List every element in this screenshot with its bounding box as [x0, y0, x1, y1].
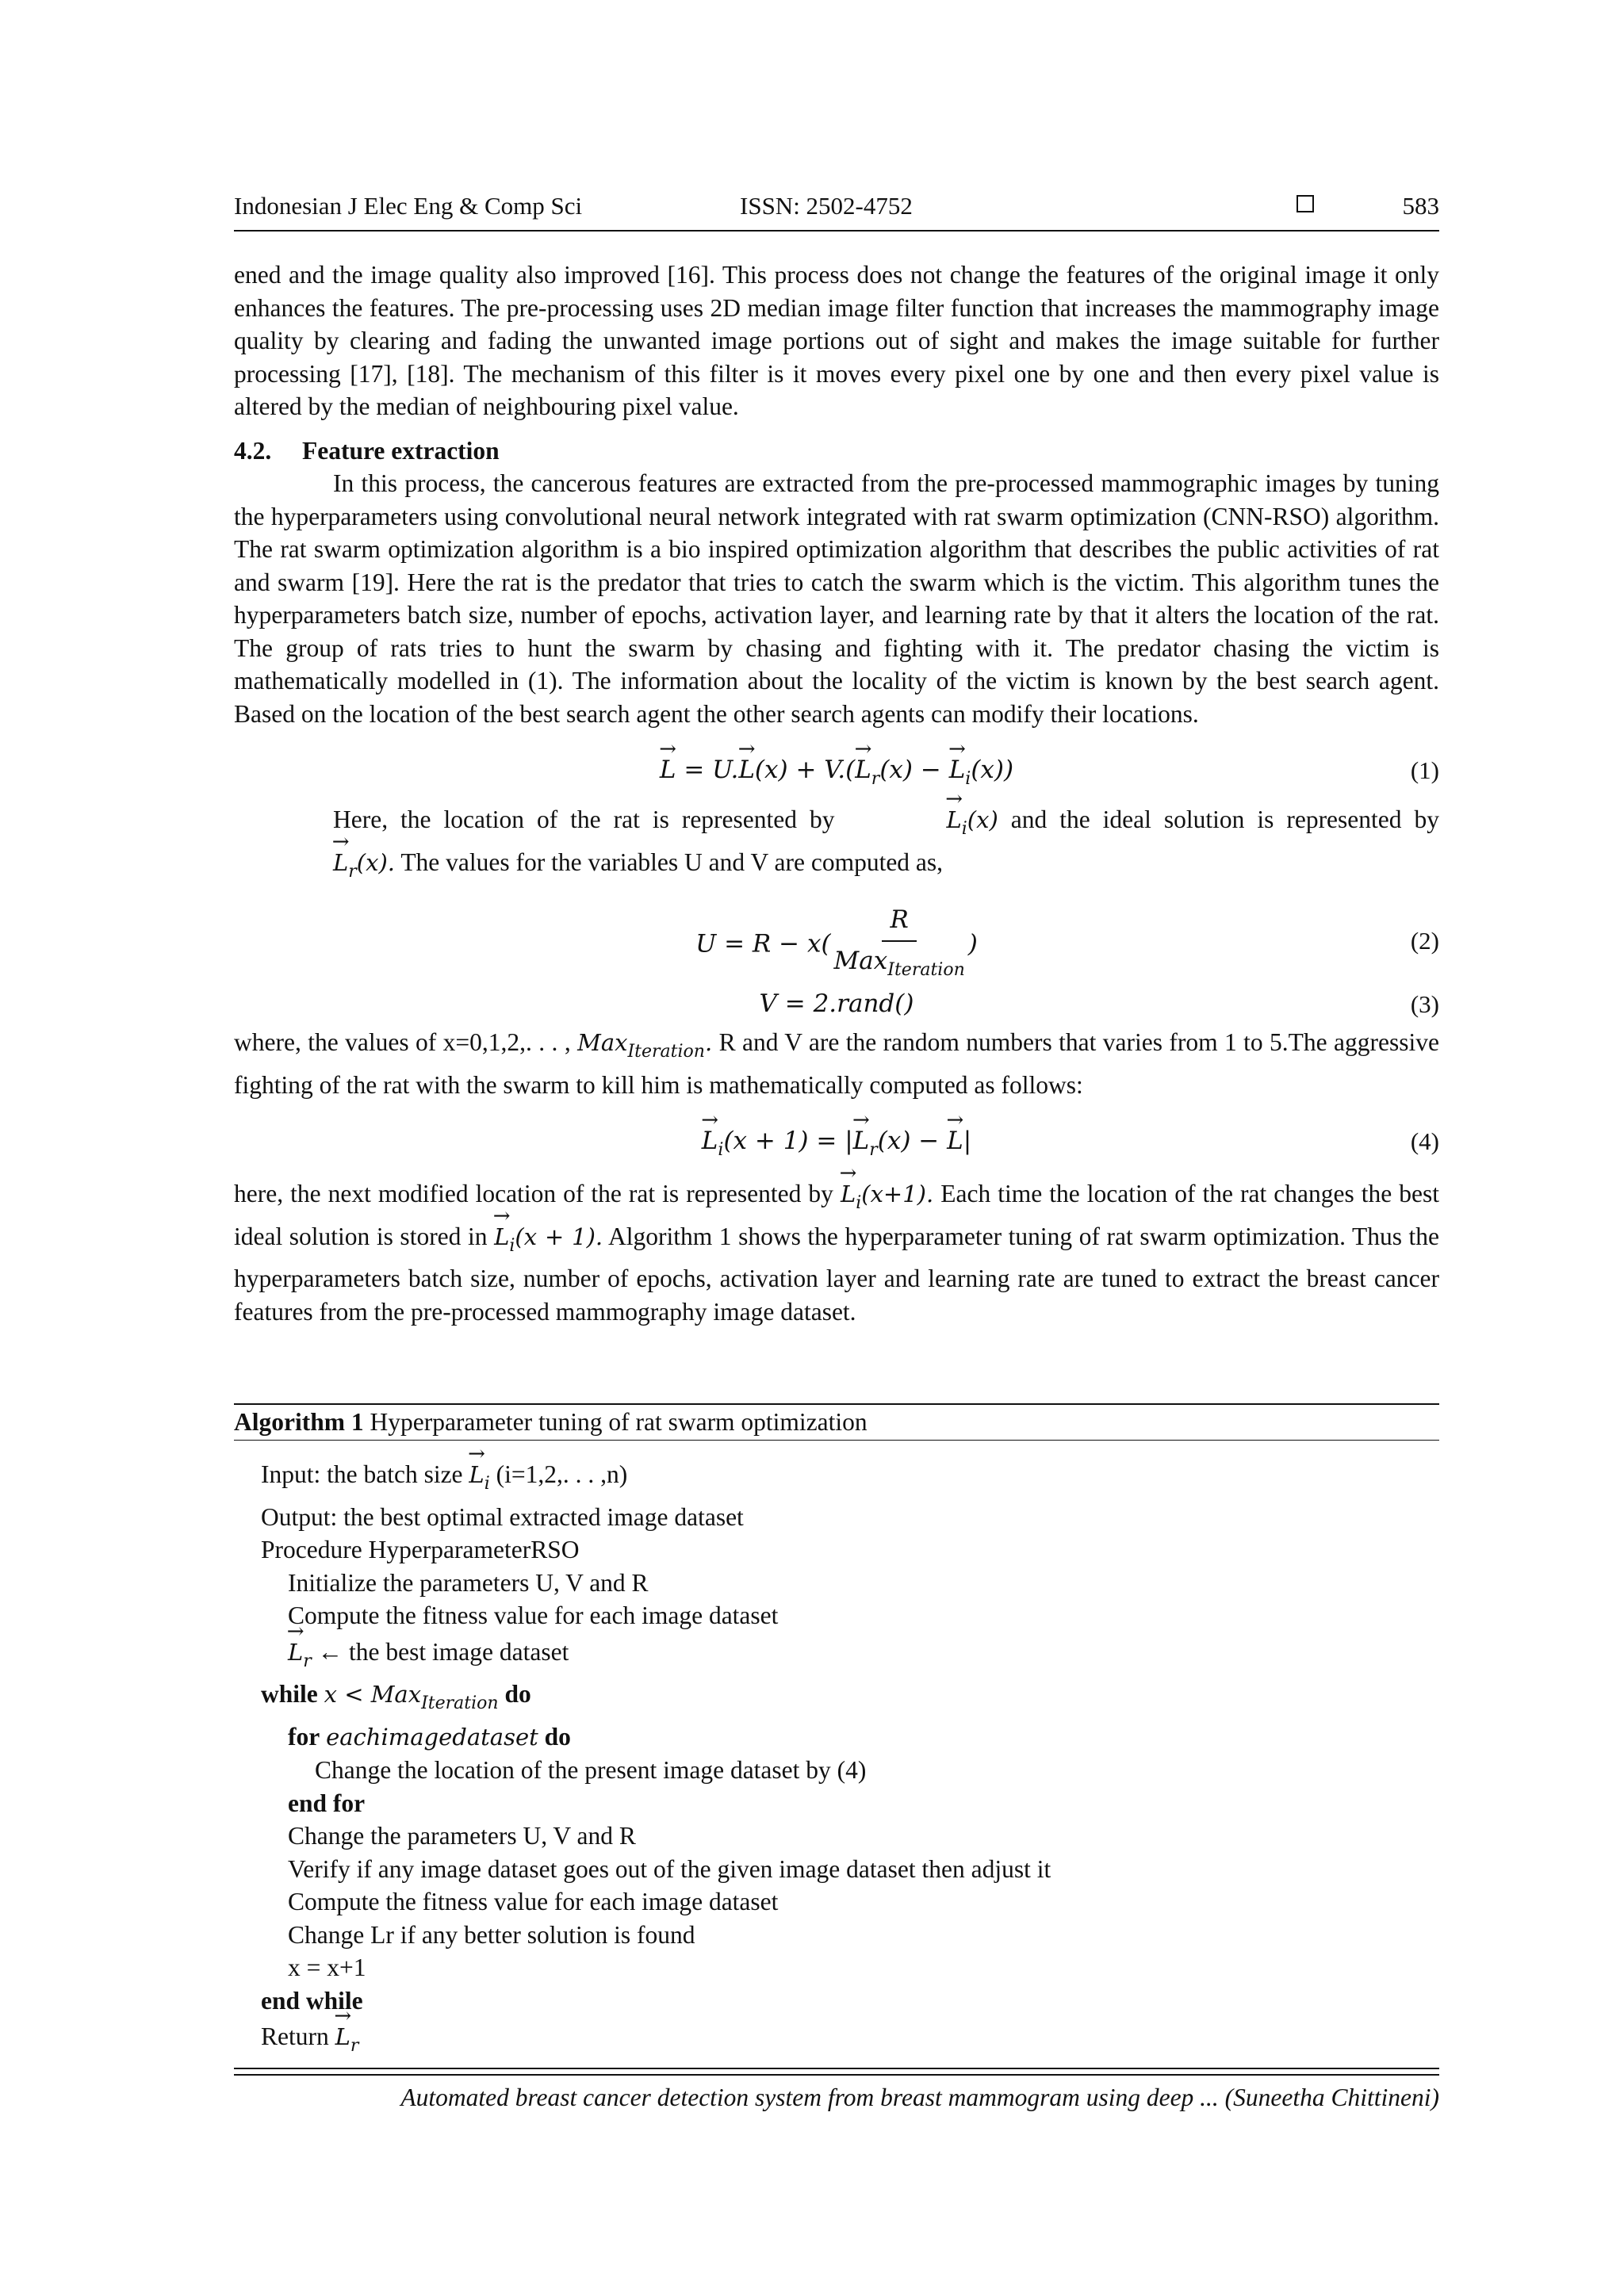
equation-number: (2)	[1410, 927, 1439, 955]
algo-for: for eachimagedataset do	[288, 1722, 571, 1751]
algorithm-box	[234, 1403, 1439, 2076]
algo-increment: x = x+1	[288, 1954, 366, 1981]
algo-change-loc: Change the location of the present image dataset by (4)	[315, 1756, 867, 1784]
algo-end-while: end while	[261, 1986, 363, 2015]
equation-number: (1)	[1410, 756, 1439, 784]
algorithm-caption: Algorithm 1 Hyperparameter tuning of rat swarm optimization	[234, 1403, 1439, 1441]
equation-number: (3)	[1410, 990, 1439, 1018]
algo-procedure: Procedure HyperparameterRSO	[261, 1536, 580, 1563]
algo-change-params: Change the parameters U, V and R	[288, 1822, 636, 1850]
running-header	[234, 190, 1439, 232]
equation-3: V = 2.rand() (3)	[234, 988, 1439, 1026]
eq3-explanation: where, the values of x=0,1,2,. . . , Max$_{Iteration}$. R and V are the random numbers that varies from 1 to 5.The aggressive fighting of the rat with the swarm to kill him is mathematically computed as follows:	[234, 1028, 1439, 1099]
main-text	[234, 258, 1439, 1328]
algo-output: Output: the best optimal extracted image dataset	[261, 1502, 744, 1531]
page-number: 583	[1402, 192, 1439, 220]
algo-while: while x < Max$_{Iteration}$ do	[261, 1680, 531, 1713]
algo-assign: → $L_r$ ← the best image dataset	[261, 1632, 1439, 1678]
section-title: Feature extraction	[302, 436, 500, 465]
equation-2: U = R − x( $\frac{R}{Max_{Iteration}}$ ) (2)	[695, 905, 1439, 980]
algo-compute-1: Compute the fitness value for each image dataset	[288, 1601, 779, 1629]
algo-input: Input: the batch size → $L_i$ (i=1,2,. . . ,n)	[261, 1450, 1439, 1501]
section-number: 4.2.	[234, 436, 272, 465]
journal-name: Indonesian J Elec Eng & Comp Sci	[234, 192, 583, 220]
running-footer: Automated breast cancer detection system from breast mammogram using deep ... (Suneetha Chittineni)	[234, 2068, 1439, 2112]
equation-4: → $L_i(x + 1)$ = |→ $L_r(x)$ − → L| (4)	[234, 1125, 1439, 1173]
algo-change-lr: Change Lr if any better solution is found	[288, 1920, 695, 1949]
box-icon	[1297, 195, 1314, 212]
algo-return: Return → $L_r$	[261, 2017, 1439, 2063]
section-paragraph: In this process, the cancerous features are extracted from the pre-processed mammographic images by tuning the hyperparameters using convolutional neural network integrated with rat swarm optimization (CNN-RSO) algorithm. The rat swarm optimization algorithm is a bio inspired optimization algorithm that describes the public activities of rat and swarm [19]. Here the rat is the predator that tries to catch the swarm which is the victim. This algorithm tunes the hyperparameters batch size, number of epochs, activation layer, and learning rate by that it alters the location of the rat. The group of rats tries to hunt the swarm by chasing and fighting with it. The predator chasing the victim is mathematically modelled in (1). The information about the locality of the victim is known by the best search agent. Based on the location of the best search agent the other search agents can modify their locations.	[234, 469, 1439, 728]
intro-paragraph: ened and the image quality also improved [16]. This process does not change the features of the original image it only enhances the features. The pre-processing uses 2D median image filter function that increases the mammography image quality by clearing and fading the unwanted image portions out of sight and makes the image suitable for further processing [17], [18]. The mechanism of this filter is it moves every pixel one by one and then every pixel value is altered by the median of neighbouring pixel value.	[234, 261, 1439, 420]
section-heading	[234, 434, 1439, 468]
algo-init: Initialize the parameters U, V and R	[288, 1568, 649, 1597]
equation-number: (4)	[1410, 1127, 1439, 1155]
algorithm-body	[234, 1441, 1439, 2076]
algo-verify: Verify if any image dataset goes out of the given image dataset then adjust it	[288, 1854, 1051, 1883]
eq4-explanation: here, the next modified location of the rat is represented by → $L_i(x+1)$. Each time the location of the rat changes the best ideal solution is stored in → $L_i(x + 1)$. Algorithm 1 shows the hyperparameter tuning of rat swarm optimization. Thus the hyperparameters batch size, number of epochs, activation layer and learning rate are tuned to extract the breast cancer features from the pre-processed mammography image dataset.	[234, 1177, 1439, 1328]
algo-compute-2: Compute the fitness value for each image dataset	[288, 1888, 779, 1915]
equation-1: → $L = U.\to L(x) + V.(\to L_r(x)$ − → $L_i(x)$) (1)	[234, 754, 1439, 802]
eq1-explanation: Here, the location of the rat is represented by → $L_i(x)$ and the ideal solution is represented by → $L_r(x)$. The values for the variables U and V are computed as,	[234, 803, 1439, 888]
algo-end-for: end for	[288, 1789, 366, 1817]
issn: ISSN: 2502-4752	[740, 192, 913, 220]
